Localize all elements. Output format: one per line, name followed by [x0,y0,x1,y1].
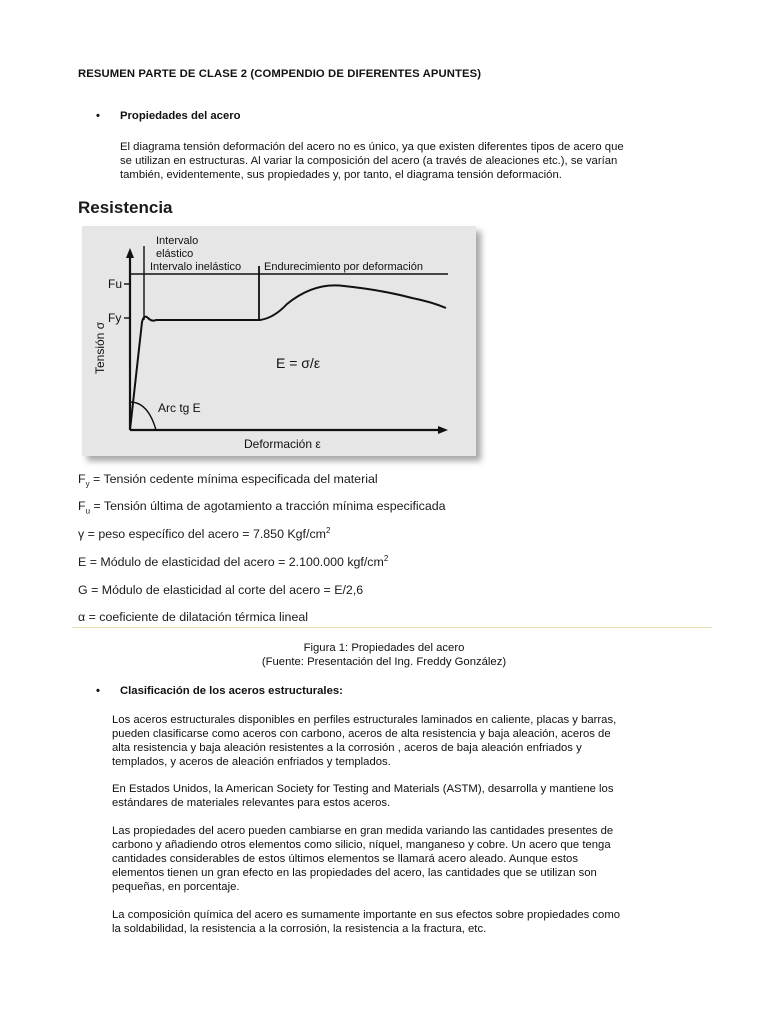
interval-elastic-label-1: Intervalo [156,235,199,247]
interval-elastic-label-2: elástico [156,248,194,260]
legend-fy [78,472,378,488]
stress-strain-diagram [82,226,476,456]
paragraph-line: Las propiedades del acero pueden cambiarse en gran medida variando las cantidades presentes de [112,825,614,837]
bullet-icon: • [96,685,100,697]
x-axis-arrow [438,426,448,434]
paragraph-line: El diagrama tensión deformación del acero no es único, ya que existen diferentes tipos de acero que [120,141,624,153]
page-title: RESUMEN PARTE DE CLASE 2 (COMPENDIO DE DIFERENTES APUNTES) [78,68,482,80]
section-heading-propiedades: Propiedades del acero [120,110,241,122]
legend-fu [78,499,446,515]
figure-source: (Fuente: Presentación del Ing. Freddy González) [261,656,507,668]
paragraph-line: templados, y aceros de aleación enfriados y templados. [112,756,391,768]
bullet-icon: • [96,110,100,122]
y-axis-arrow [126,248,134,258]
legend-gamma [78,526,330,541]
hardening-label: Endurecimiento por deformación [264,261,423,273]
interval-inelastic-label: Intervalo inelástico [150,261,242,273]
paragraph-line: cantidades considerables de estos últimos elementos se llamará acero aleado. Aunque estos [112,853,578,865]
paragraph-line: En Estados Unidos, la American Society for Testing and Materials (ASTM), desarrolla y mantiene los [112,783,614,795]
formula-label: E = σ/ε [276,355,321,371]
y-axis-label: Tensión σ [93,321,107,374]
legend-fu-sub: u [85,506,91,516]
x-axis-label: Deformación ε [244,437,321,451]
legend-g-modulus [78,583,363,597]
paragraph-line: la soldabilidad, la resistencia a la corrosión, la resistencia a la fractura, etc. [112,923,487,935]
diagram-svg [82,226,476,456]
paragraph-line: elementos tienen un gran efecto en las propiedades del acero, las cantidades que se utilizan son [112,867,597,879]
paragraph-alloys [112,824,694,894]
paragraph-line: estándares de materiales relevantes para estos aceros. [112,797,391,809]
figure-heading-resistencia: Resistencia [78,198,173,217]
intro-paragraph [120,140,700,182]
legend-g-text: G = Módulo de elasticidad al corte del acero = E/2,6 [78,583,364,597]
paragraph-astm [112,782,694,810]
fy-label: Fy [108,311,122,325]
legend-fu-text: = Tensión última de agotamiento a tracción mínima especificada [90,499,446,513]
legend-fy-text: = Tensión cedente mínima especificada del material [89,472,378,486]
figure-caption: Figura 1: Propiedades del acero [303,642,465,654]
paragraph-line: alta resistencia y baja aleación resistentes a la corrosión , aceros de baja aleación enfriados y [112,742,582,754]
legend-fy-sub: y [85,479,90,489]
legend-gamma-sup: 2 [325,526,331,535]
fu-label: Fu [108,277,123,291]
paragraph-line: se utilizan en estructuras. Al variar la composición del acero (a través de aleaciones etc.), se varían [120,155,618,167]
section-heading-clasificacion: Clasificación de los aceros estructurales: [120,685,343,697]
paragraph-chemistry [112,908,694,936]
paragraph-line: pueden clasificarse como aceros con carbono, aceros de alta resistencia y baja aleación, aceros de [112,728,611,740]
paragraph-line: carbono y añadiendo otros elementos como silicio, níquel, manganeso y cobre. Un acero que tenga [112,839,611,851]
figure-divider [72,627,712,628]
paragraph-line: Los aceros estructurales disponibles en perfiles estructurales laminados en caliente, placas y barras, [112,714,617,726]
legend-gamma-text: γ = peso específico del acero = 7.850 Kgf/cm [78,527,326,542]
slope-arc [130,402,156,430]
legend-fy-symbol: F [78,472,86,486]
legend-alpha-text: α = coeficiente de dilatación térmica lineal [78,610,308,624]
paragraph-classification [112,713,694,769]
legend-e-text: E = Módulo de elasticidad del acero = 2.100.000 kgf/cm [78,555,384,570]
legend-fu-symbol: F [78,499,86,513]
paragraph-line: pequeñas, en porcentaje. [112,881,240,893]
slope-label: Arc tg E [158,401,201,415]
paragraph-line: La composición química del acero es sumamente importante en sus efectos sobre propiedades como [112,909,621,921]
paragraph-line: también, evidentemente, sus propiedades y, por tanto, el diagrama tensión deformación. [120,169,562,181]
legend-alpha [78,610,308,624]
legend-e-modulus [78,554,388,569]
legend-e-sup: 2 [383,554,389,563]
